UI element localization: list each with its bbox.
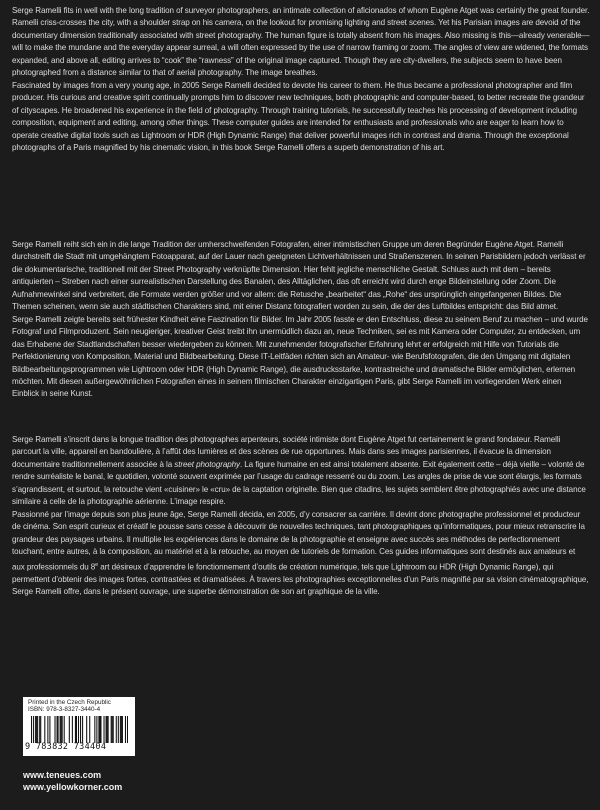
barcode-bar <box>120 716 121 743</box>
barcode-bar <box>40 716 41 743</box>
barcode-bar <box>107 716 108 743</box>
barcode-bar <box>54 716 55 743</box>
barcode-bar <box>99 716 100 743</box>
barcode-bar <box>96 716 97 743</box>
barcode-bar <box>61 716 62 743</box>
isbn-text: ISBN: 978-3-8327-3440-4 <box>28 706 101 713</box>
barcode-bar <box>76 716 77 743</box>
barcode-bar <box>106 716 107 743</box>
barcode-bar <box>118 716 119 743</box>
barcode-bar <box>82 716 83 743</box>
french-paragraph-1-part-a: Serge Ramelli s’inscrit dans la longue tradition des photographes arpenteurs, société intimiste dont Eugène Atget fut certainement le grand fondateur. Ramelli parcourt la ville, appareil en bandoulière, à l’affût des lumières et des scènes de rue opportunes. Mais dans ses images parisiennes, il évacue la dimension documentaire traditionnellement associée à la <box>12 435 561 469</box>
barcode-bar <box>44 716 45 743</box>
barcode-bar <box>39 716 40 743</box>
barcode-bar <box>36 716 37 743</box>
french-paragraph-2-part-b: art désireux d’apprendre le fonctionnement d’outils de création numérique, tels que Lightroom ou HDR (High Dynamic Range), qui permettent d’obtenir des images fortes, contrastées et dramatisées. À travers les photographies exceptionnelles d’un Paris magnifié par sa vision cinématographique, Serge Ramelli offre, dans le présent ouvrage, une superbe démonstration de son art graphique de la ville. <box>12 562 589 597</box>
barcode-bar <box>69 716 70 743</box>
barcode-bar <box>47 716 48 743</box>
barcode-bar <box>86 716 87 743</box>
barcode-bar <box>75 716 76 743</box>
barcode-bar <box>57 716 58 743</box>
german-paragraph-2: Serge Ramelli zeigte bereits seit frühester Kindheit eine Faszination für Bilder. Im Jahr 2005 fasste er den Entschluss, diese zu seinem Beruf zu machen – und wurde Fotograf und Filmproduzent. Sein neugieriger, kreativer Geist treibt ihn unermüdlich dazu an, neue Techniken, sei es mit Kamera oder Computer, zu entdecken, um das Erhabene der Stadtlandschaften besser wiedergeben zu können. Mit zunehmender fotografischer Erfahrung lehrt er erfolgreich mit Hilfe von Tutorials die Perfektionierung von Komposition, Material und Bildbearbeitung. Diese IT-Leitfäden richten sich an Amateur- wie Berufsfotografen, die den Umgang mit digitalen Bildbearbeitungsprogrammen wie Lightroom oder HDR (High Dynamic Range), die ausdrucksstarke, kontrastreiche und dramatische Bilder ermöglichen, erlernen möchten. Mit diesen außergewöhnlichen Fotografien eines in seinem filmischen Charakter einzigartigen Paris, gibt Serge Ramelli im vorliegenden Werk einen Einblick in seine Kunst. <box>12 314 588 399</box>
barcode-bar <box>116 716 117 743</box>
barcode-bar <box>62 716 63 743</box>
barcode-bar <box>37 716 38 743</box>
barcode-bar <box>72 716 73 743</box>
barcode-bar <box>31 716 32 743</box>
printed-in-text: Printed in the Czech Republic <box>28 699 111 706</box>
french-italic-term: street photography <box>174 459 240 469</box>
barcode-bar <box>94 716 95 743</box>
barcode-bar <box>100 716 101 743</box>
french-ordinal-superscript: e <box>95 561 99 568</box>
publisher-url[interactable]: www.teneues.com <box>23 770 102 780</box>
french-paragraph-2 <box>12 509 590 599</box>
barcode-bar <box>33 716 34 743</box>
french-paragraph-1 <box>12 434 590 509</box>
english-paragraph-1: Serge Ramelli fits in well with the long tradition of surveyor photographers, an intimate collection of aficionados of whom Eugène Atget was certainly the great founder. Ramelli criss-crosses the city, with a shoulder strap on his camera, on the lookout for promising lighting and street scenes. Yet his Parisian images are devoid of the documentary dimension traditionally associated with street photography. The human figure is totally absent from his images. Also missing is this—already venerable—will to make the mundane and the everyday appear surreal, a will often expressed by the use of narrow framing or zoom. The angles of view are widened, the formats expanded, and above all, editing arrives to “cook” the “rawness” of the original image captured. Though they are city-dwellers, the subjects seem to have been photographed from a distance similar to that of aerial photography. The image breathes. <box>12 6 590 78</box>
yellowkorner-url[interactable]: www.yellowkorner.com <box>23 782 123 792</box>
barcode-bar <box>60 716 61 743</box>
german-paragraph-1: Serge Ramelli reiht sich ein in die lange Tradition der umherschweifenden Fotografen, einer intimistischen Gruppe um deren Begründer Eugène Atget. Ramelli durchstreift die Stadt mit umgehängtem Fotoapparat, auf der Lauer nach geeigneten Lichtverhältnissen und Straßenszenen. In seinen Parisbildern jedoch verlässt er die dokumentarische, traditionell mit der Street Photography verknüpfte Dimension. Hier fehlt jegliche menschliche Gestalt. Schluss auch mit dem – bereits antiquierten – Streben nach einer surrealistischen Darstellung des Banalen, des Alltäglichen, das oft erreicht wird durch enge Bildeinstellung oder Zoom. Die Aufnahmewinkel sind verbreitert, die Formate werden größer und vor allem: die Retusche „bearbeitet“ das „Rohe“ des ursprünglich eingefangenen Bildes. Die Themen scheinen, wenn sie auch städtischen Charakters sind, mit einer Distanz fotografiert worden zu sein, die der des Luftbildes entspricht: das Bild atmet. <box>12 240 586 312</box>
barcode-bar <box>89 716 90 743</box>
barcode-bar <box>58 716 59 743</box>
barcode-bar <box>121 716 122 743</box>
french-paragraph-1-part-b: . La figure humaine en est ainsi totalement absente. Exit également cette – déjà vieille – volonté de rendre surréaliste le banal, le quotidien, volonté souvent exprimée par l’usage du cadrage resserré ou du zoom. Les angles de prise de vue sont élargis, les formats s’agrandissent, et surtout, la retouche vient «cuisiner» le «cru» de la captation originelle. Bien que citadins, les sujets semblent être photographiés avec une distance similaire à celle de la photographie aérienne. L’image respire. <box>12 459 586 507</box>
english-text-block <box>12 5 590 154</box>
barcode-bar <box>125 716 126 743</box>
barcode-bar <box>127 716 128 743</box>
barcode-bar <box>78 716 79 743</box>
barcode-label <box>23 697 135 756</box>
barcode-bar <box>35 716 36 743</box>
barcode-bar <box>113 716 114 743</box>
barcode-bar <box>112 716 113 743</box>
german-text-block <box>12 239 590 401</box>
barcode-bar <box>122 716 123 743</box>
french-paragraph-2-part-a: Passionné par l’image depuis son plus jeune âge, Serge Ramelli décida, en 2005, d’y consacrer sa carrière. Il devint donc photographe professionnel et producteur de cinéma. Son esprit curieux et créatif le pousse sans cesse à découvrir de nouvelles techniques, tant photographiques qu’informatiques, pour mieux retranscrire la grandeur des paysages urbains. Il multiplie les expériences dans le domaine de la photographie et enseigne avec succès ses méthodes de perfectionnement touchant, entre autres, à la composition, au matériel et à la retouche, au moyen de tutoriels de formation. Ces guides informatiques sont destinés aux amateurs et aux professionnels du 8 <box>12 509 585 572</box>
french-text-block <box>12 434 590 599</box>
barcode-bar <box>108 716 109 743</box>
english-paragraph-2: Fascinated by images from a very young age, in 2005 Serge Ramelli decided to devote his career to them. He thus became a professional photographer and film producer. His curious and creative spirit continually prompts him to discover new techniques, both photographic and computer-based, to better recreate the grandeur of cityscapes. He broadened his experience in the field of photography. Through training tutorials, he successfully teaches his processing of development including composition, equipment and editing, among other things. These computer guides are intended for enthusiasts and professionals who are eager to learn how to operate creative digital tools such as Lightroom or HDR (High Dynamic Range) that deliver powerful images rich in contrast and drama. Through the exceptional photographs of a Paris magnified by his cinematic vision, in this book Serge Ramelli offers a superb demonstration of his art. <box>12 80 585 152</box>
barcode-bar <box>49 716 50 743</box>
barcode-bar <box>103 716 104 743</box>
barcode-bar <box>98 716 99 743</box>
barcode-bar <box>111 716 112 743</box>
barcode-bar <box>80 716 81 743</box>
barcode-bar <box>64 716 65 743</box>
barcode-icon <box>31 716 128 743</box>
barcode-number: 9 783832 734404 <box>25 742 107 752</box>
